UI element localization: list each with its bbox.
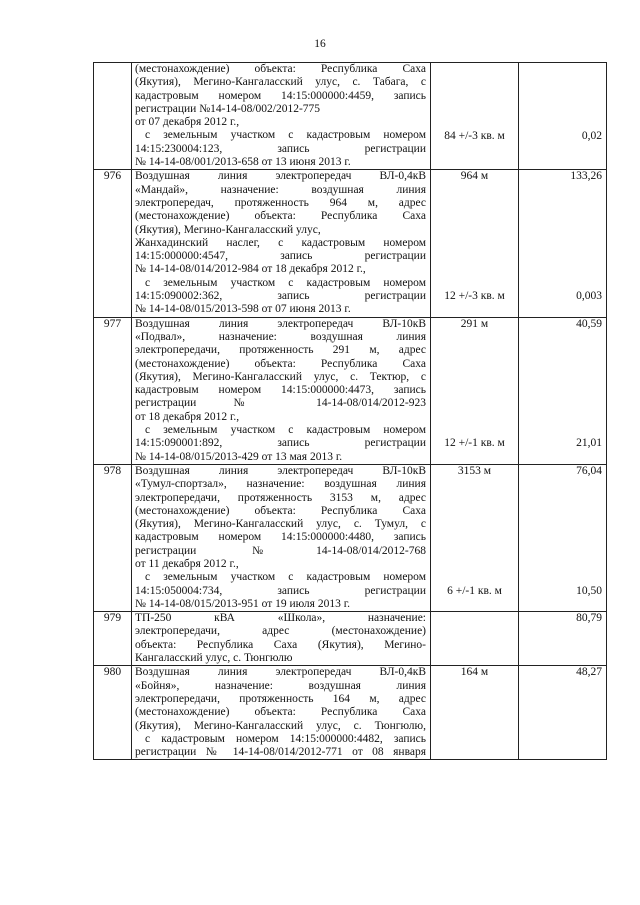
value-amount: 133,26 [570, 170, 602, 183]
description-line: электропередачи, протяженность 164 м, адрес [135, 692, 426, 705]
description-line: объекта: Республика Саха (Якутия), Мегино- [135, 638, 426, 651]
value-cell [519, 666, 607, 760]
object-description [132, 464, 431, 611]
size-value: 3153 м [457, 464, 492, 477]
row-number: 979 [94, 612, 132, 666]
description-line: Кангаласский улус, с. Тюнгюлю [135, 652, 293, 665]
object-description [132, 666, 431, 760]
table-row [94, 170, 607, 317]
description-line: № 14-14-08/001/2013-658 от 13 июня 2013 г. [135, 156, 351, 169]
description-line: электропередачи, протяженность 291 м, адрес [135, 344, 426, 357]
description-line: Воздушная линия электропередач ВЛ-0,4кВ [135, 666, 426, 679]
description-line: 14:15:000000:4547, запись регистрации [135, 250, 426, 263]
size-cell [431, 170, 519, 317]
description-line: электропередач, протяженность 964 м, адрес [135, 196, 426, 209]
description-line: с земельным участком с кадастровым номером [145, 129, 426, 142]
description-line: регистрации № 14-14-08/014/2012-923 [135, 397, 426, 410]
value-cell [519, 63, 607, 170]
description-line: (Якутия), Мегино-Кангаласский улус, [135, 223, 321, 236]
description-line: «Тумул-спортзал», назначение: воздушная линия [135, 478, 426, 491]
size-cell [431, 317, 519, 464]
description-line: от 18 декабря 2012 г., [135, 410, 240, 423]
description-line: Жанхадинский наслег, с кадастровым номером [135, 236, 426, 249]
description-line: с кадастровым номером 14:15:000000:4482, запись [145, 732, 426, 745]
value-amount: 80,79 [576, 612, 602, 625]
value-cell [519, 317, 607, 464]
description-line: с земельным участком с кадастровым номером [145, 571, 426, 584]
object-description [132, 612, 431, 666]
description-line: 14:15:230004:123, запись регистрации [135, 142, 426, 155]
row-number [94, 63, 132, 170]
size-cell [431, 666, 519, 760]
land-plot-value: 0,02 [581, 129, 602, 142]
value-amount: 40,59 [576, 317, 602, 330]
description-line: кадастровым номером 14:15:000000:4459, запись [135, 89, 426, 102]
description-line: от 11 декабря 2012 г., [135, 557, 239, 570]
description-line: кадастровым номером 14:15:000000:4480, запись [135, 531, 426, 544]
row-number: 976 [94, 170, 132, 317]
description-line: (местонахождение) объекта: Республика Саха [135, 504, 426, 517]
description-line: электропередачи, протяженность 3153 м, адрес [135, 491, 426, 504]
description-line: Воздушная линия электропередач ВЛ-0,4кВ [135, 170, 426, 183]
land-plot-value: 10,50 [576, 584, 602, 597]
description-line: 14:15:050004:734, запись регистрации [135, 584, 426, 597]
description-line: «Подвал», назначение: воздушная линия [135, 330, 426, 343]
description-line: (Якутия), Мегино-Кангаласский улус, с. Тумул, с [135, 518, 426, 531]
size-value: 964 м [460, 170, 489, 183]
description-line: «Мандай», назначение: воздушная линия [135, 183, 426, 196]
table-row [94, 63, 607, 170]
row-number: 978 [94, 464, 132, 611]
description-line: 14:15:090001:892, запись регистрации [135, 437, 426, 450]
description-line: (Якутия), Мегино-Кангаласский улус, с. Табага, с [135, 76, 426, 89]
object-description [132, 317, 431, 464]
land-plot-area: 6 +/-1 кв. м [447, 584, 502, 597]
object-description [132, 63, 431, 170]
row-number: 977 [94, 317, 132, 464]
description-line: (местонахождение) объекта: Республика Саха [135, 706, 426, 719]
land-plot-value: 0,003 [576, 290, 602, 303]
size-cell [431, 63, 519, 170]
description-line: № 14-14-08/015/2013-951 от 19 июля 2013 г. [135, 597, 351, 610]
description-line: регистрации №14-14-08/014/2012-768 [135, 544, 426, 557]
description-line: регистрации №14-14-08/002/2012-775 [135, 102, 321, 115]
description-line: Воздушная линия электропередач ВЛ-10кВ [135, 317, 426, 330]
size-cell [431, 464, 519, 611]
land-plot-area: 12 +/-3 кв. м [444, 290, 505, 303]
property-register-table [93, 62, 607, 760]
description-line: (местонахождение) объекта: Республика Саха [135, 63, 426, 75]
land-plot-area: 12 +/-1 кв. м [444, 437, 505, 450]
land-plot-value: 21,01 [576, 437, 602, 450]
description-line: (местонахождение) объекта: Республика Саха [135, 210, 426, 223]
description-line: № 14-14-08/015/2013-429 от 13 мая 2013 г. [135, 450, 343, 463]
description-line: ТП-250 кВА «Школа», назначение: [135, 612, 426, 625]
size-cell [431, 612, 519, 666]
table-body [94, 63, 607, 760]
value-amount: 48,27 [576, 666, 602, 679]
description-line: 14:15:090002:362, запись регистрации [135, 290, 426, 303]
description-line: кадастровым номером 14:15:000000:4473, запись [135, 384, 426, 397]
size-value: 164 м [460, 666, 489, 679]
description-line: № 14-14-08/014/2012-984 от 18 декабря 2012 г., [135, 263, 366, 276]
description-line: (местонахождение) объекта: Республика Саха [135, 357, 426, 370]
description-line: с земельным участком с кадастровым номером [145, 424, 426, 437]
description-line: (Якутия), Мегино-Кангаласский улус, с. Тюнгюлю, [135, 719, 426, 732]
object-description [132, 170, 431, 317]
description-line: № 14-14-08/015/2013-598 от 07 июня 2013 г. [135, 303, 351, 316]
value-cell [519, 612, 607, 666]
table-row [94, 666, 607, 760]
description-line: от 07 декабря 2012 г., [135, 116, 240, 129]
table-row [94, 464, 607, 611]
value-amount: 76,04 [576, 464, 602, 477]
description-line: (Якутия), Мегино-Кангаласский улус, с. Тектюр, с [135, 370, 426, 383]
table-row [94, 612, 607, 666]
value-cell [519, 170, 607, 317]
row-number: 980 [94, 666, 132, 760]
page-number: 16 [314, 38, 326, 50]
description-line: Воздушная линия электропередач ВЛ-10кВ [135, 464, 426, 477]
land-plot-area: 84 +/-3 кв. м [444, 129, 505, 142]
description-line: «Бойня», назначение: воздушная линия [135, 679, 426, 692]
size-value: 291 м [460, 317, 489, 330]
description-line: с земельным участком с кадастровым номером [145, 276, 426, 289]
table-row [94, 317, 607, 464]
description-line: электропередачи, адрес (местонахождение) [135, 625, 426, 638]
value-cell [519, 464, 607, 611]
description-line: регистрации № 14-14-08/014/2012-771 от 08 января [135, 746, 426, 759]
